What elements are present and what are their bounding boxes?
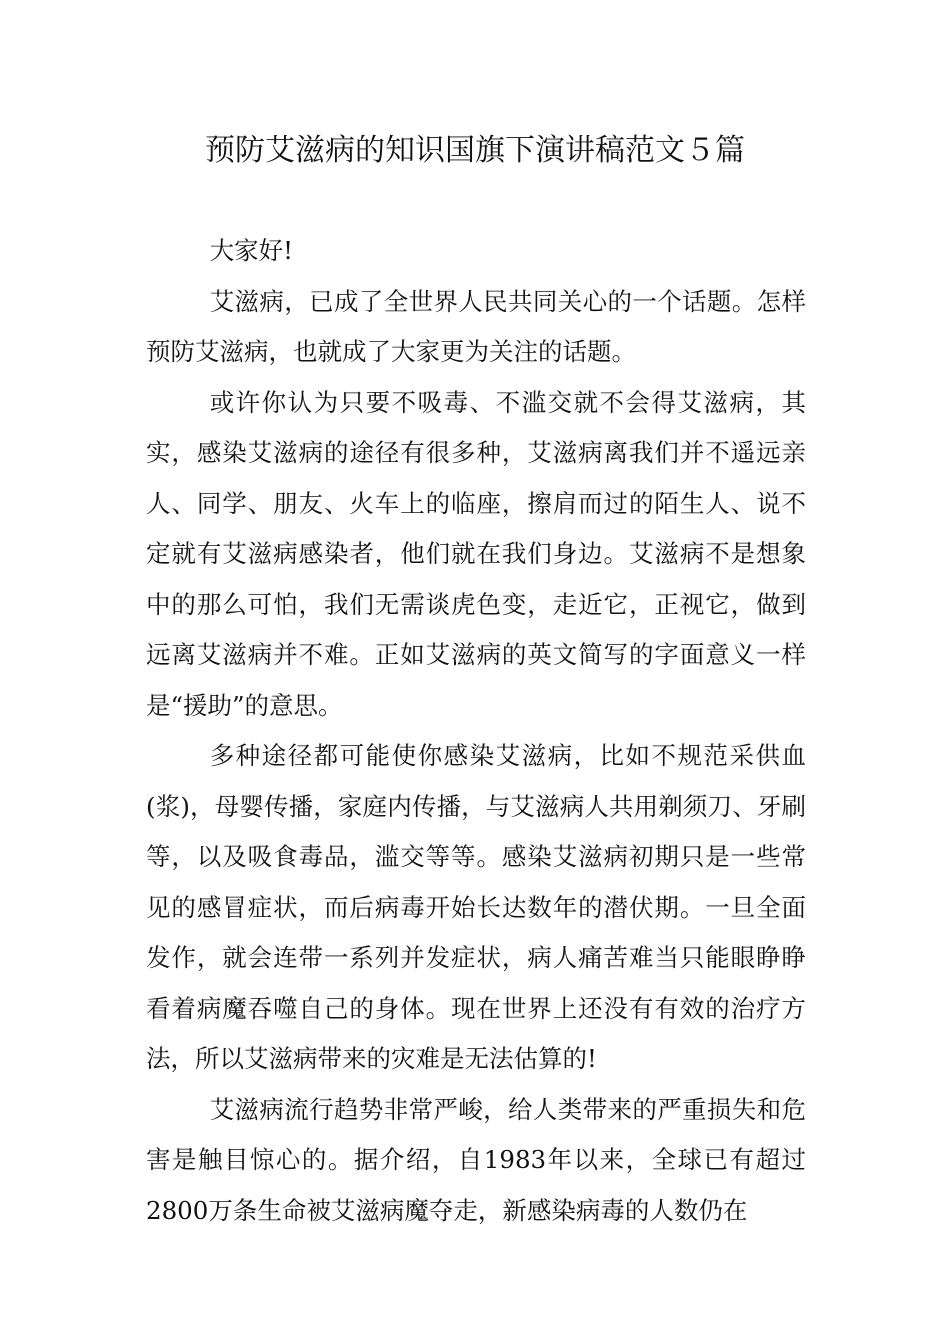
paragraph: 或许你认为只要不吸毒、不滥交就不会得艾滋病，其实，感染艾滋病的途径有很多种，艾滋病离我们并不遥远亲人、同学、朋友、火车上的临座，擦肩而过的陌生人、说不定就有艾滋病感染者，他们就在我们身边。艾滋病不是想象中的那么可怕，我们无需谈虎色变，走近它，正视它，做到远离艾滋病并不难。正如艾滋病的英文简写的字面意义一样是“援助”的意思。 [146,387,806,720]
paragraph: 艾滋病，已成了全世界人民共同关心的一个话题。怎样预防艾滋病，也就成了大家更为关注的话题。 [146,286,806,366]
paragraph: 艾滋病流行趋势非常严峻，给人类带来的严重损失和危害是触目惊心的。据介绍，自1983年以来，全球已有超过2800万条生命被艾滋病魔夺走，新感染病毒的人数仍在 [146,1094,806,1225]
document-body [146,226,806,1236]
document-title: 预防艾滋病的知识国旗下演讲稿范文５篇 [205,133,745,168]
paragraph-greeting: 大家好! [209,236,294,265]
paragraph: 多种途径都可能使你感染艾滋病，比如不规范采供血(浆)，母婴传播，家庭内传播，与艾滋病人共用剃须刀、牙刷等，以及吸食毒品，滥交等等。感染艾滋病初期只是一些常见的感冒症状，而后病毒开始长达数年的潜伏期。一旦全面发作，就会连带一系列并发症状，病人痛苦难当只能眼睁睁看着病魔吞噬自己的身体。现在世界上还没有有效的治疗方法，所以艾滋病带来的灾难是无法估算的! [146,741,806,1073]
